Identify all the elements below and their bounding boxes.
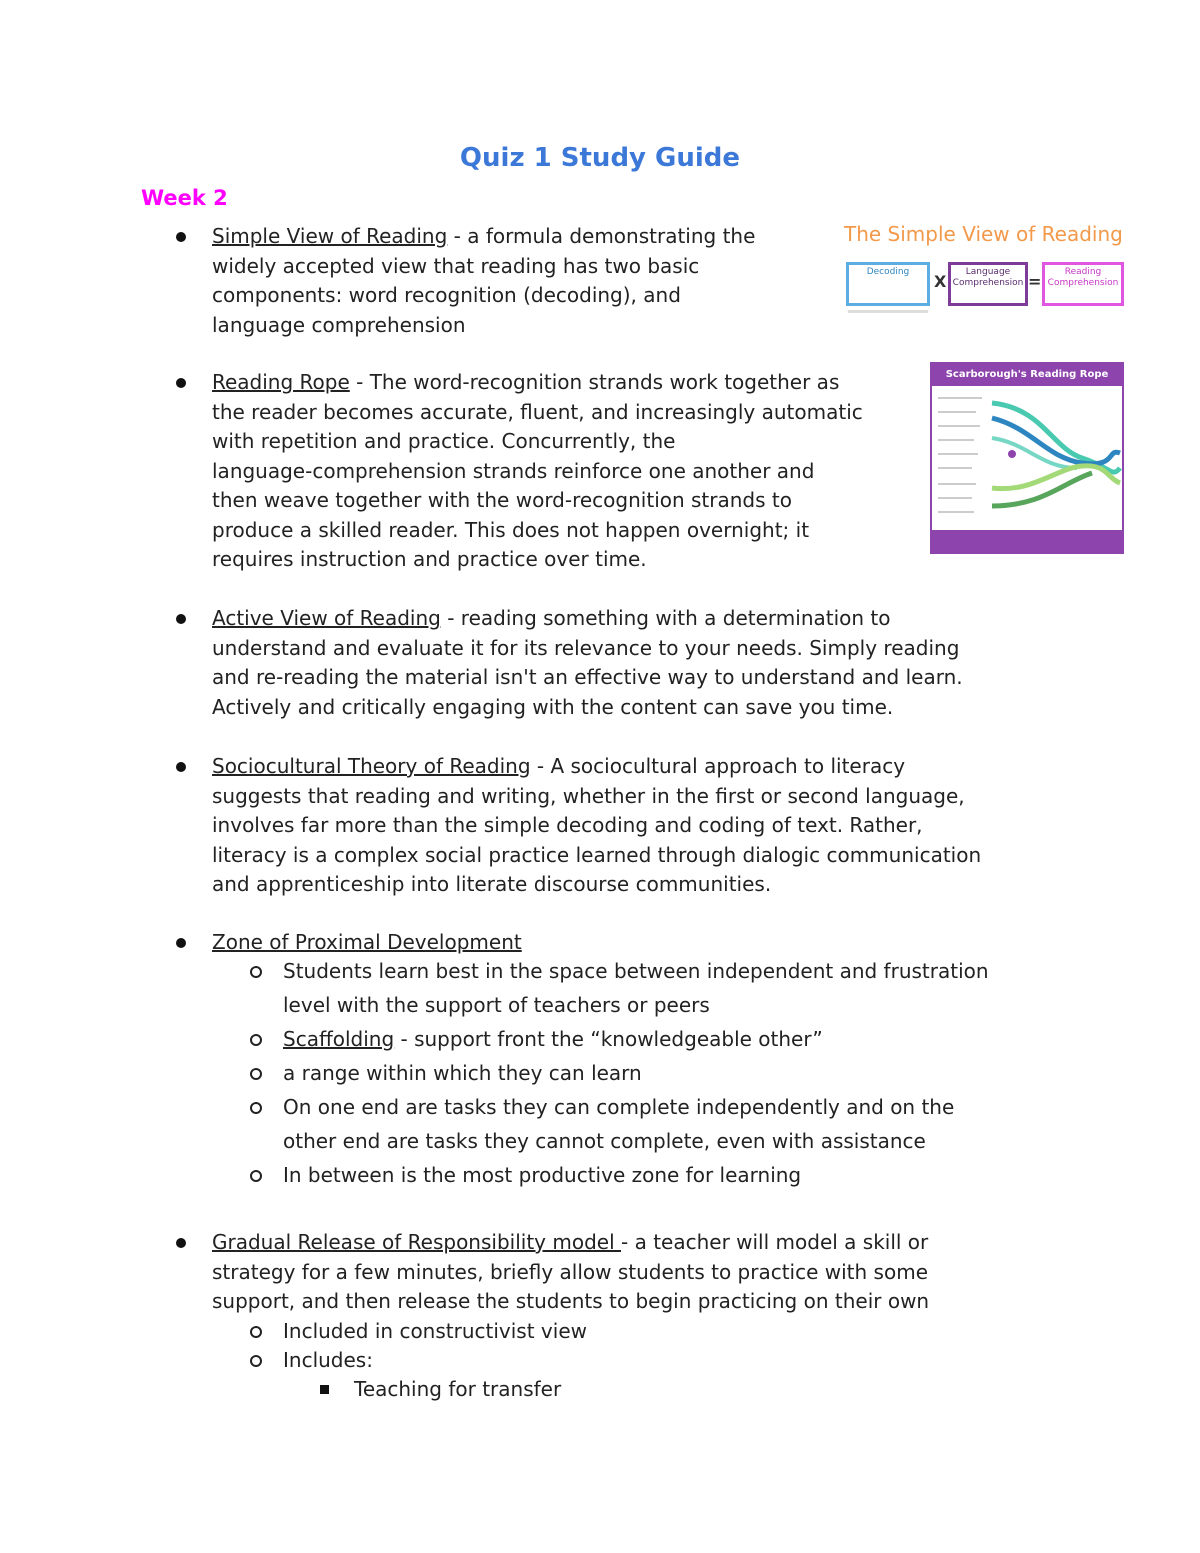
figure-caption-bar	[848, 310, 928, 313]
sub-bullet-icon	[250, 966, 262, 978]
sub-item: On one end are tasks they can complete independently and on the other end are tasks they cannot complete, even with assistance	[283, 1095, 955, 1153]
term-label: Simple View of Reading	[212, 224, 448, 248]
sub-sub-item: Teaching for transfer	[354, 1377, 562, 1401]
square-bullet-icon	[320, 1385, 329, 1394]
sub-item: a range within which they can learn	[283, 1061, 642, 1085]
figure-title: The Simple View of Reading	[844, 222, 1123, 246]
sub-item: Includes:	[283, 1348, 373, 1372]
simple-view-figure	[842, 222, 1132, 318]
sub-item-scaffolding: Scaffolding - support front the “knowledgeable other”	[283, 1027, 823, 1051]
language-comprehension-box: Language Comprehension	[948, 262, 1028, 306]
bullet-icon	[176, 614, 186, 624]
sub-bullet-icon	[250, 1170, 262, 1182]
reading-rope-figure	[930, 362, 1124, 554]
decoding-box: Decoding	[846, 262, 930, 306]
list-item-simple-view: Simple View of Reading - a formula demonstrating the widely accepted view that reading has two basic components: word recognition (decoding), and language comprehension	[212, 224, 756, 337]
reading-comprehension-box: Reading Comprehension	[1042, 262, 1124, 306]
figure-footer-bar	[932, 530, 1122, 552]
term-label: Zone of Proximal Development	[212, 930, 522, 954]
bullet-icon	[176, 232, 186, 242]
bullet-icon	[176, 378, 186, 388]
sub-bullet-icon	[250, 1034, 262, 1046]
bullet-icon	[176, 1238, 186, 1248]
list-item-sociocultural: Sociocultural Theory of Reading - A sociocultural approach to literacy suggests that reading and writing, whether in the first or second language, involves far more than the simple decoding and coding of text. Rather, literacy is a complex social practice learned through dialogic communication and apprenticeship into literate discourse communities.	[212, 754, 982, 896]
sub-item: In between is the most productive zone for learning	[283, 1163, 802, 1187]
section-heading-week-2: Week 2	[141, 186, 228, 210]
sub-bullet-icon	[250, 1355, 262, 1367]
term-label: Sociocultural Theory of Reading	[212, 754, 531, 778]
page-title: Quiz 1 Study Guide	[459, 143, 741, 173]
sub-bullet-icon	[250, 1326, 262, 1338]
list-item-gradual-release: Gradual Release of Responsibility model - a teacher will model a skill or strategy for a few minutes, briefly allow students to practice with some support, and then release the students to begin practicing on their own	[212, 1230, 930, 1313]
term-label: Gradual Release of Responsibility model	[212, 1230, 621, 1254]
figure-title: Scarborough's Reading Rope	[932, 364, 1122, 386]
equals-icon: =	[1028, 272, 1042, 291]
bullet-icon	[176, 762, 186, 772]
term-label: Active View of Reading	[212, 606, 441, 630]
multiply-icon: X	[934, 272, 947, 291]
bullet-icon	[176, 938, 186, 948]
sub-item: Included in constructivist view	[283, 1319, 587, 1343]
sub-bullet-icon	[250, 1102, 262, 1114]
list-item-active-view: Active View of Reading - reading something with a determination to understand and evaluate it for its relevance to your needs. Simply reading and re-reading the material isn't an effective way to understand and learn. Actively and critically engaging with the content can save you time.	[212, 606, 963, 719]
sub-item: Students learn best in the space between independent and frustration level with the support of teachers or peers	[283, 959, 989, 1017]
list-item-reading-rope: Reading Rope - The word-recognition strands work together as the reader becomes accurate, fluent, and increasingly automatic with repetition and practice. Concurrently, the language-comprehension strands reinforce one another and then weave together with the word-recognition strands to produce a skilled reader. This does not happen overnight; it requires instruction and practice over time.	[212, 370, 863, 571]
sub-bullet-icon	[250, 1068, 262, 1080]
term-label: Reading Rope	[212, 370, 350, 394]
rope-diagram-icon	[932, 388, 1122, 534]
